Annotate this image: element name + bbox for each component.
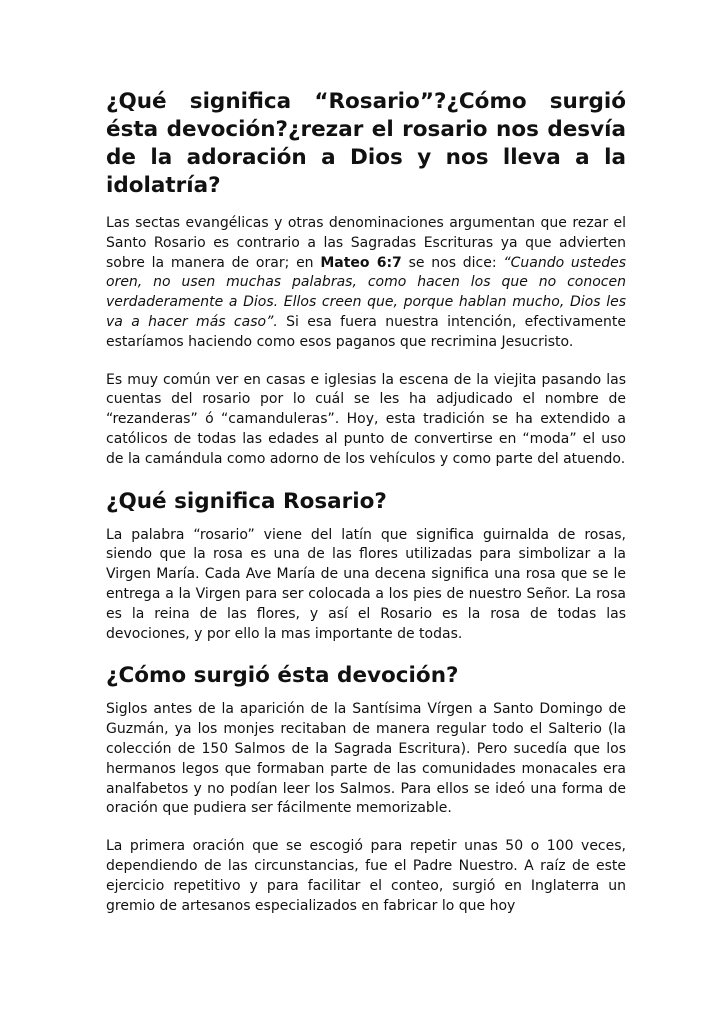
paragraph-intro-text-3: Si esa fuera nuestra intención, efectivamente estaríamos haciendo como esos paganos que recrimina Jesucristo. xyxy=(106,313,626,350)
paragraph-intro-text-1: Las sectas evangélicas y otras denominaciones argumentan que rezar el Santo Rosario es contrario a las Sagradas Escrituras ya que advierten sobre la manera de orar; en xyxy=(106,215,626,271)
page-title: ¿Qué significa “Rosario”?¿Cómo surgió ésta devoción?¿rezar el rosario nos desvía de la adoración a Dios y nos lleva a la idolatría? xyxy=(106,89,626,198)
document-page xyxy=(106,88,626,934)
section-heading-origin: ¿Cómo surgió ésta devoción? xyxy=(106,663,459,689)
paragraph-intro-text-2: se nos dice: xyxy=(401,254,504,271)
paragraph-tradition: Es muy común ver en casas e iglesias la escena de la viejita pasando las cuentas del rosario por lo cuál se les ha adjudicado el nombre de “rezanderas” ó “camanduleras”. Hoy, esta tradición se ha extendido a católicos de todas las edades al punto de convertirse en “moda” el uso de la camándula como adorno de los vehículos y como parte del atuendo. xyxy=(106,371,626,467)
paragraph-intro xyxy=(106,214,626,353)
paragraph-origin: Siglos antes de la aparición de la Santísima Vírgen a Santo Domingo de Guzmán, ya los monjes recitaban de manera regular todo el Salterio (la colección de 150 Salmos de la Sagrada Escritura). Pero sucedía que los hermanos legos que formaban parte de las comunidades monacales era analfabetos y no podían leer los Salmos. Para ellos se ideó una forma de oración que pudiera ser fácilmente memorizable. xyxy=(106,701,626,817)
paragraph-meaning: La palabra “rosario” viene del latín que significa guirnalda de rosas, siendo que la rosa es una de las flores utilizadas para simbolizar a la Virgen María. Cada Ave María de una decena significa una rosa que se le entrega a la Virgen para ser colocada a los pies de nuestro Señor. La rosa es la reina de las flores, y así el Rosario es la rosa de todas las devociones, y por ello la mas importante de todas. xyxy=(106,526,626,642)
bible-reference: Mateo 6:7 xyxy=(320,254,402,271)
section-heading-meaning: ¿Qué significa Rosario? xyxy=(106,488,387,514)
paragraph-first-prayer: La primera oración que se escogió para repetir unas 50 o 100 veces, dependiendo de las circunstancias, fue el Padre Nuestro. A raíz de este ejercicio repetitivo y para facilitar el conteo, surgió en Inglaterra un gremio de artesanos especializados en fabricar lo que hoy xyxy=(106,838,626,914)
bible-quote: “Cuando ustedes oren, no usen muchas palabras, como hacen los que no conocen verdaderamente a Dios. Ellos creen que, porque hablan mucho, Dios les va a hacer más caso”. xyxy=(106,254,626,330)
